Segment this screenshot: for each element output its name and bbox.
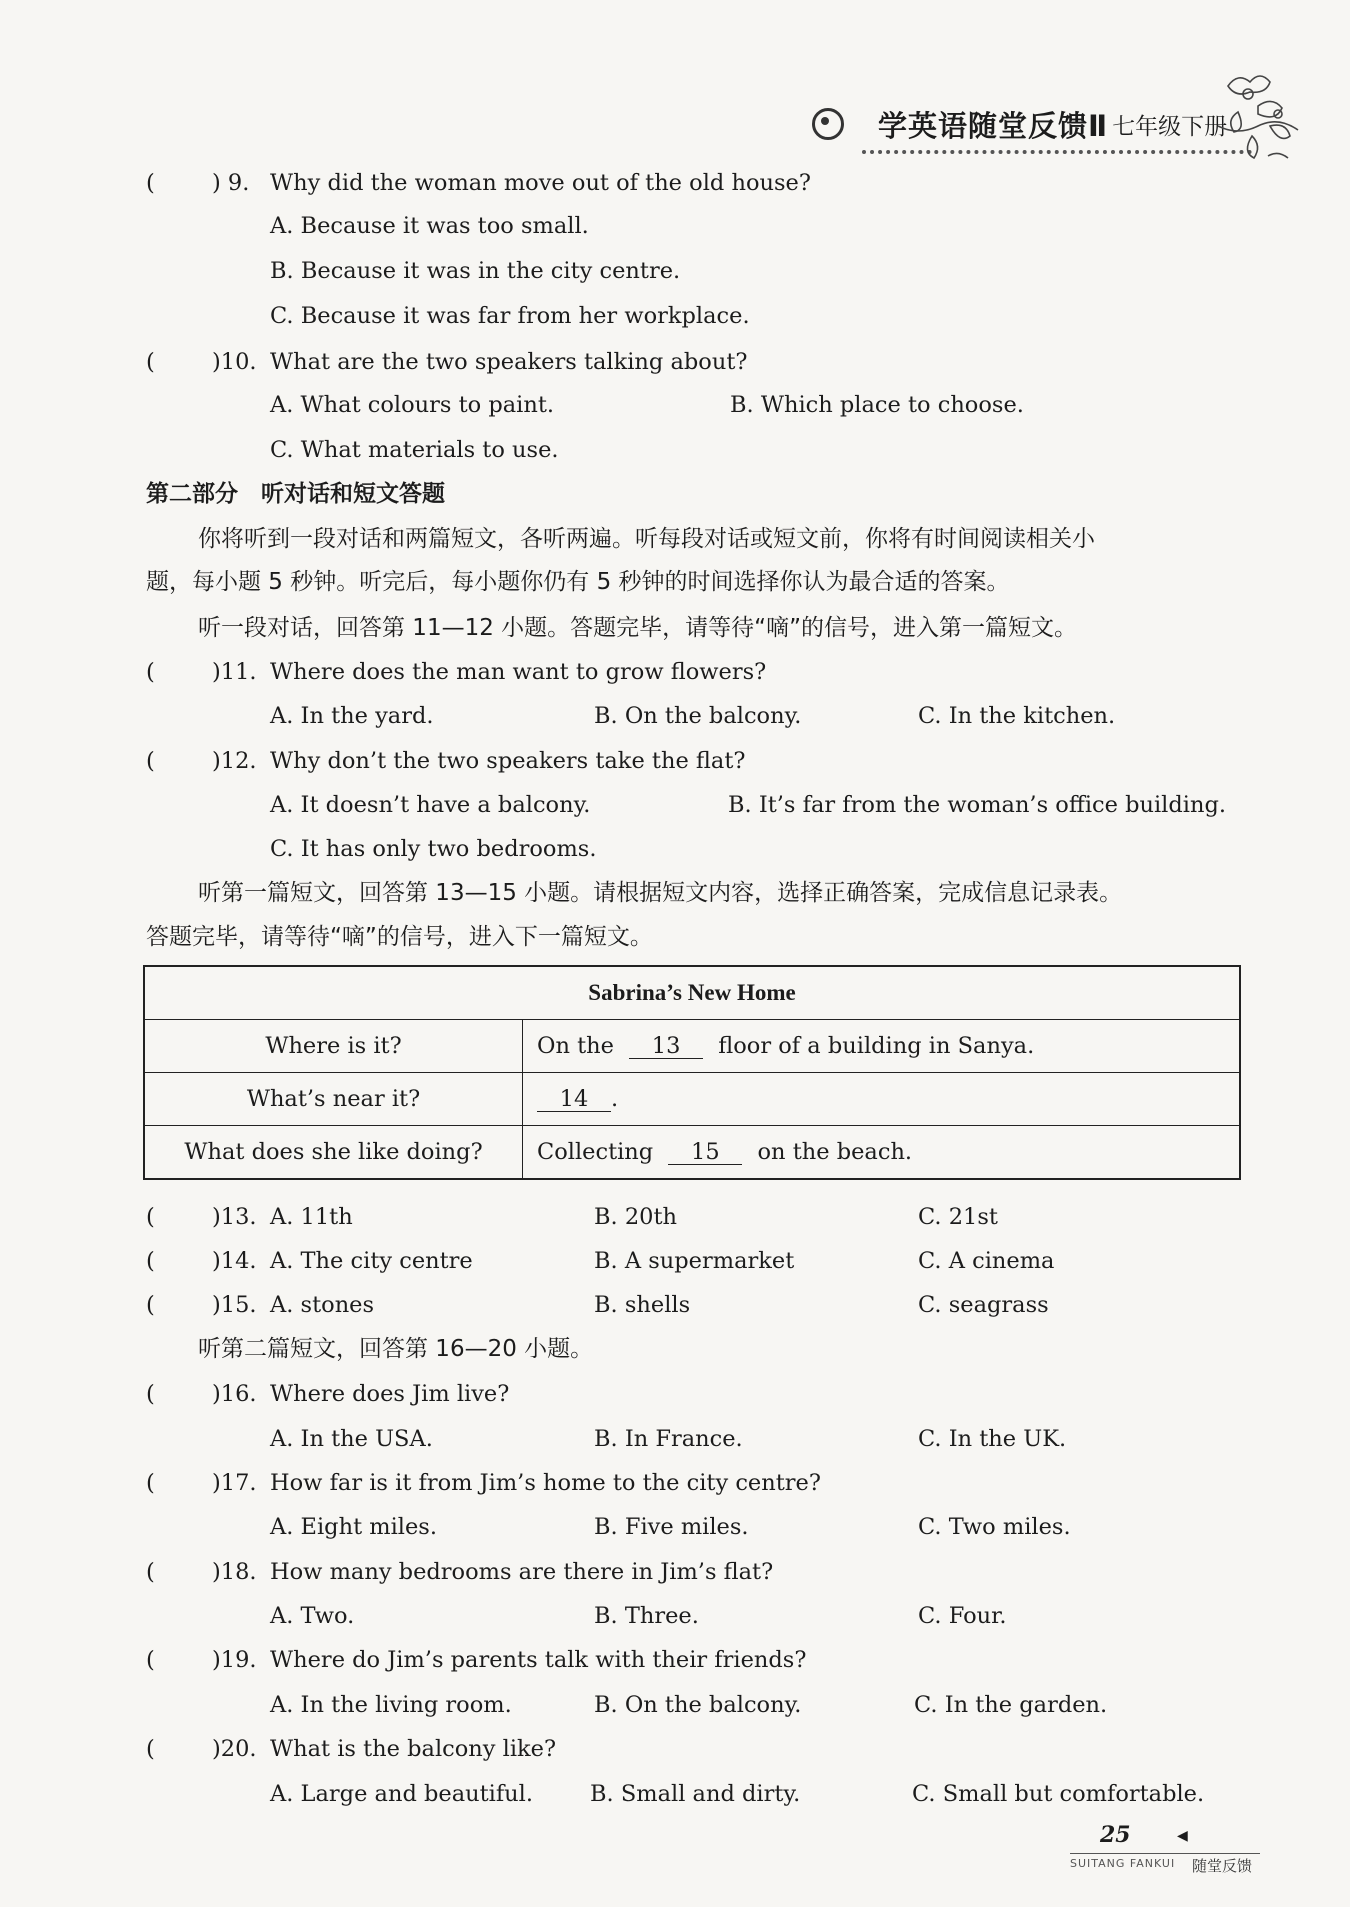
- part2-intro-line2: 题，每小题 5 秒钟。听完后，每小题你仍有 5 秒钟的时间选择你认为最合适的答案。: [146, 569, 1010, 595]
- answer-paren: (: [146, 659, 155, 685]
- left-arrow-icon: ◀: [1177, 1828, 1188, 1844]
- q20-option-a: A. Large and beautiful.: [270, 1781, 534, 1807]
- q9-text: Why did the woman move out of the old house?: [270, 170, 811, 196]
- q14-option-c: C. A cinema: [918, 1248, 1055, 1274]
- q20-text: What is the balcony like?: [270, 1736, 557, 1762]
- q14-option-b: B. A supermarket: [594, 1248, 795, 1274]
- answer-paren: (: [146, 1647, 155, 1673]
- q16-option-a: A. In the USA.: [270, 1426, 433, 1452]
- q17-option-b: B. Five miles.: [594, 1514, 749, 1540]
- q9-option-b: B. Because it was in the city centre.: [270, 258, 681, 284]
- q15-option-c: C. seagrass: [918, 1292, 1049, 1318]
- info-record-table: [143, 965, 1241, 1180]
- table-question: What does she like doing?: [144, 1126, 523, 1180]
- answer-paren: (: [146, 1292, 155, 1318]
- q13-number: )13.: [212, 1204, 257, 1230]
- answer-paren: (: [146, 349, 155, 375]
- passage1-instruction-line2: 答题完毕，请等待“嘀”的信号，进入下一篇短文。: [146, 924, 653, 950]
- footer-rule: [1070, 1853, 1260, 1854]
- q18-option-c: C. Four.: [918, 1603, 1007, 1629]
- q12-text: Why don’t the two speakers take the flat?: [270, 748, 746, 774]
- q17-option-c: C. Two miles.: [918, 1514, 1071, 1540]
- grade-label: 七年级下册: [1112, 113, 1228, 140]
- answer-paren: (: [146, 170, 155, 196]
- blank-15[interactable]: 15: [668, 1140, 742, 1166]
- q10-number: )10.: [212, 349, 257, 375]
- table-answer: [523, 1073, 1241, 1126]
- q9-number: ) 9.: [212, 170, 250, 196]
- passage1-instruction-line1: 听第一篇短文，回答第 13—15 小题。请根据短文内容，选择正确答案，完成信息记录表。: [198, 880, 1123, 906]
- q17-number: )17.: [212, 1470, 257, 1496]
- q17-option-a: A. Eight miles.: [270, 1514, 438, 1540]
- table-row: [144, 1073, 1240, 1126]
- answer-paren: (: [146, 748, 155, 774]
- table-answer: [523, 1126, 1241, 1180]
- q18-number: )18.: [212, 1559, 257, 1585]
- table-answer: [523, 1020, 1241, 1073]
- q16-option-c: C. In the UK.: [918, 1426, 1067, 1452]
- table-row: [144, 1020, 1240, 1073]
- q20-option-b: B. Small and dirty.: [590, 1781, 801, 1807]
- emblem-icon: [812, 108, 844, 140]
- series-title: 学英语随堂反馈Ⅱ: [878, 108, 1109, 143]
- blank-14[interactable]: 14: [537, 1087, 611, 1113]
- q15-number: )15.: [212, 1292, 257, 1318]
- answer-paren: (: [146, 1204, 155, 1230]
- answer-paren: (: [146, 1470, 155, 1496]
- part2-title: 第二部分 听对话和短文答题: [146, 481, 445, 507]
- q10-option-a: A. What colours to paint.: [270, 392, 555, 418]
- q12-option-b: B. It’s far from the woman’s office building.: [728, 792, 1227, 818]
- footer-pinyin: SUITANG FANKUI: [1070, 1857, 1176, 1870]
- answer-prefix: Collecting: [537, 1138, 654, 1165]
- q15-option-b: B. shells: [594, 1292, 691, 1318]
- header-dotted-rule: [862, 150, 1252, 154]
- answer-prefix: On the: [537, 1032, 614, 1059]
- page-number: 25: [1100, 1822, 1131, 1848]
- q19-option-a: A. In the living room.: [270, 1692, 512, 1718]
- blank-13[interactable]: 13: [629, 1034, 703, 1060]
- q16-number: )16.: [212, 1381, 257, 1407]
- dialog-instruction: 听一段对话，回答第 11—12 小题。答题完毕，请等待“嘀”的信号，进入第一篇短文。: [198, 615, 1077, 641]
- q11-option-b: B. On the balcony.: [594, 703, 802, 729]
- answer-suffix: on the beach.: [757, 1138, 913, 1165]
- q14-number: )14.: [212, 1248, 257, 1274]
- q13-option-a: A. 11th: [270, 1204, 353, 1230]
- answer-paren: (: [146, 1248, 155, 1274]
- q10-option-b: B. Which place to choose.: [730, 392, 1024, 418]
- q13-option-c: C. 21st: [918, 1204, 998, 1230]
- q19-option-b: B. On the balcony.: [594, 1692, 802, 1718]
- q10-option-c: C. What materials to use.: [270, 437, 559, 463]
- q19-option-c: C. In the garden.: [914, 1692, 1108, 1718]
- q18-option-a: A. Two.: [270, 1603, 355, 1629]
- q11-number: )11.: [212, 659, 257, 685]
- q19-number: )19.: [212, 1647, 257, 1673]
- floral-ornament-icon: [1208, 66, 1308, 176]
- q16-text: Where does Jim live?: [270, 1381, 510, 1407]
- q19-text: Where do Jim’s parents talk with their friends?: [270, 1647, 807, 1673]
- table-row: [144, 1126, 1240, 1180]
- answer-suffix: .: [611, 1085, 619, 1112]
- footer-brand: 随堂反馈: [1192, 1857, 1253, 1875]
- q16-option-b: B. In France.: [594, 1426, 743, 1452]
- q11-option-a: A. In the yard.: [270, 703, 434, 729]
- q12-option-a: A. It doesn’t have a balcony.: [270, 792, 591, 818]
- answer-suffix: floor of a building in Sanya.: [718, 1032, 1035, 1059]
- q12-number: )12.: [212, 748, 257, 774]
- q13-option-b: B. 20th: [594, 1204, 678, 1230]
- page-header: [812, 102, 1227, 146]
- q11-text: Where does the man want to grow flowers?: [270, 659, 767, 685]
- q18-option-b: B. Three.: [594, 1603, 699, 1629]
- q15-option-a: A. stones: [270, 1292, 375, 1318]
- q18-text: How many bedrooms are there in Jim’s flat?: [270, 1559, 774, 1585]
- answer-paren: (: [146, 1381, 155, 1407]
- q20-number: )20.: [212, 1736, 257, 1762]
- table-title: Sabrina’s New Home: [144, 966, 1240, 1020]
- passage2-instruction: 听第二篇短文，回答第 16—20 小题。: [198, 1336, 594, 1362]
- table-question: Where is it?: [144, 1020, 523, 1073]
- q17-text: How far is it from Jim’s home to the city centre?: [270, 1470, 821, 1496]
- q14-option-a: A. The city centre: [270, 1248, 473, 1274]
- q10-text: What are the two speakers talking about?: [270, 349, 748, 375]
- q20-option-c: C. Small but comfortable.: [912, 1781, 1205, 1807]
- q12-option-c: C. It has only two bedrooms.: [270, 836, 597, 862]
- answer-paren: (: [146, 1559, 155, 1585]
- table-question: What’s near it?: [144, 1073, 523, 1126]
- q11-option-c: C. In the kitchen.: [918, 703, 1116, 729]
- part2-intro-line1: 你将听到一段对话和两篇短文，各听两遍。听每段对话或短文前，你将有时间阅读相关小: [198, 526, 1095, 552]
- answer-paren: (: [146, 1736, 155, 1762]
- q9-option-c: C. Because it was far from her workplace.: [270, 303, 750, 329]
- q9-option-a: A. Because it was too small.: [270, 213, 589, 239]
